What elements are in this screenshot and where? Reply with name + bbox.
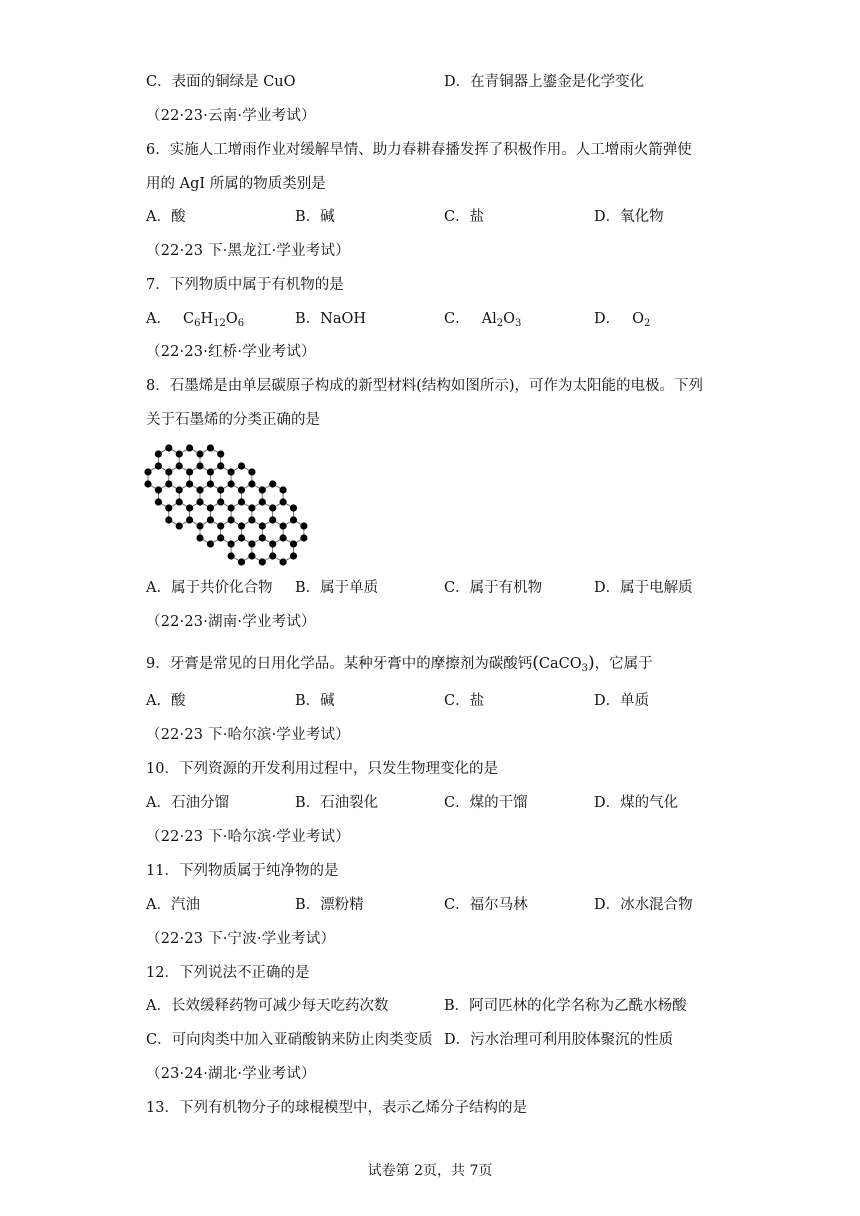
q5-option-c: C．表面的铜绿是 CuO — [146, 74, 296, 90]
carbon-atom — [300, 522, 307, 529]
carbon-atom — [165, 480, 172, 487]
q6-stem-line2: 用的 AgI 所属的物质类别是 — [146, 176, 326, 192]
q10-option-d: D．煤的气化 — [594, 795, 679, 811]
q11-source: （22·23 下·哈尔滨·学业考试） — [146, 829, 350, 845]
carbon-atom — [269, 504, 276, 511]
carbon-atom — [280, 522, 287, 529]
carbon-atom — [259, 558, 266, 565]
q10-option-c: C．煤的干馏 — [444, 795, 528, 811]
q7-option-d: D． $O_2$ — [594, 311, 651, 329]
carbon-atom — [196, 450, 203, 457]
q12-option-a: A．长效缓释药物可减少每天吃药次数 — [146, 998, 389, 1014]
carbon-atom — [155, 462, 162, 469]
carbon-atom — [217, 462, 224, 469]
carbon-atom — [238, 558, 245, 565]
graphene-bonds — [148, 448, 304, 562]
carbon-atom — [269, 552, 276, 559]
q7-option-a: A． $C_6H_{12}O_6$ — [146, 311, 245, 329]
carbon-atom — [228, 552, 235, 559]
carbon-atom — [207, 444, 214, 451]
carbon-atom — [176, 450, 183, 457]
carbon-atom — [186, 516, 193, 523]
carbon-atom — [238, 486, 245, 493]
carbon-atom — [238, 462, 245, 469]
q6-stem-line1: 6．实施人工增雨作业对缓解旱情、助力春耕春播发挥了积极作用。人工增雨火箭弹使 — [146, 142, 692, 158]
carbon-atom — [300, 534, 307, 541]
carbon-atom — [280, 486, 287, 493]
carbon-atom — [228, 504, 235, 511]
q8-stem-line1: 8．石墨烯是由单层碳原子构成的新型材料(结构如图所示)，可作为太阳能的电极。下列 — [146, 378, 704, 394]
q11-option-d: D．冰水混合物 — [594, 897, 693, 913]
carbon-atom — [165, 516, 172, 523]
carbon-atom — [207, 540, 214, 547]
q12-stem: 12．下列说法不正确的是 — [146, 965, 310, 981]
carbon-atom — [280, 534, 287, 541]
q9-option-d: D．单质 — [594, 693, 650, 709]
q13-stem: 13．下列有机物分子的球棍模型中，表示乙烯分子结构的是 — [146, 1100, 527, 1116]
carbon-atom — [290, 540, 297, 547]
carbon-atom — [248, 468, 255, 475]
alumina-formula: $Al_2O_3$ — [481, 311, 522, 329]
q11-option-b: B．漂粉精 — [295, 897, 364, 913]
carbon-atom — [186, 480, 193, 487]
carbon-atom — [165, 504, 172, 511]
q11-option-c: C．福尔马林 — [444, 897, 528, 913]
q9-stem: 9．牙膏是常见的日用化学品。某种牙膏中的摩擦剂为碳酸钙(CaCO$_3$)，它属于 — [146, 653, 653, 674]
carbon-atom — [238, 522, 245, 529]
carbon-atom — [280, 558, 287, 565]
carbon-atom — [217, 486, 224, 493]
carbon-atom — [259, 522, 266, 529]
carbon-atom — [186, 444, 193, 451]
carbon-atom — [248, 540, 255, 547]
carbon-atom — [217, 522, 224, 529]
q8-option-c: C．属于有机物 — [444, 580, 543, 596]
q6-source: （22·23·云南·学业考试） — [146, 108, 316, 124]
carbon-atom — [155, 486, 162, 493]
q8-option-d: D．属于电解质 — [594, 580, 693, 596]
carbon-atom — [290, 504, 297, 511]
q12-option-c: C．可向肉类中加入亚硝酸钠来防止肉类变质 — [146, 1032, 433, 1048]
q9-option-a: A．酸 — [146, 693, 186, 709]
carbon-atom — [238, 498, 245, 505]
carbon-atom — [248, 480, 255, 487]
q6-option-c: C．盐 — [444, 209, 485, 225]
q11-option-a: A．汽油 — [146, 897, 200, 913]
q7-source: （22·23 下·黑龙江·学业考试） — [146, 243, 350, 259]
carbon-atom — [248, 504, 255, 511]
carbon-atom — [228, 516, 235, 523]
oxygen-formula: $O_2$ — [632, 311, 651, 329]
q9-option-b: B．碱 — [295, 693, 335, 709]
carbon-atom — [144, 468, 151, 475]
carbon-atom — [196, 498, 203, 505]
carbon-atom — [207, 468, 214, 475]
q8-stem-line2: 关于石墨烯的分类正确的是 — [146, 412, 320, 428]
carbon-atom — [196, 486, 203, 493]
carbon-atom — [186, 468, 193, 475]
glucose-formula: $C_6H_{12}O_6$ — [182, 311, 245, 329]
carbon-atom — [269, 540, 276, 547]
carbon-atom — [228, 468, 235, 475]
carbon-atom — [280, 498, 287, 505]
carbon-atom — [196, 462, 203, 469]
carbon-atom — [207, 480, 214, 487]
carbon-atom — [165, 468, 172, 475]
carbon-atom — [186, 504, 193, 511]
carbon-atom — [290, 516, 297, 523]
carbon-atom — [207, 504, 214, 511]
carbon-atom — [165, 444, 172, 451]
q8-source: （22·23·红桥·学业考试） — [146, 344, 316, 360]
q7-option-b: B．NaOH — [295, 311, 367, 327]
carbon-atom — [259, 534, 266, 541]
carbon-atom — [228, 540, 235, 547]
carbon-atom — [176, 486, 183, 493]
carbon-atom — [248, 552, 255, 559]
carbon-atom — [217, 498, 224, 505]
q10-option-b: B．石油裂化 — [295, 795, 379, 811]
carbon-atom — [259, 498, 266, 505]
q10-source: （22·23 下·哈尔滨·学业考试） — [146, 727, 350, 743]
carbon-atom — [290, 552, 297, 559]
carbon-atom — [176, 462, 183, 469]
page-footer: 试卷第 2页，共 7页 — [367, 1163, 493, 1179]
q12-option-d: D．污水治理可利用胶体聚沉的性质 — [444, 1032, 674, 1048]
q6-option-b: B．碱 — [295, 209, 335, 225]
carbon-atom — [217, 534, 224, 541]
q9-option-c: C．盐 — [444, 693, 485, 709]
carbon-atom — [217, 450, 224, 457]
carbon-atom — [228, 480, 235, 487]
carbon-atom — [196, 522, 203, 529]
q11-stem: 11．下列物质属于纯净物的是 — [146, 863, 339, 879]
carbon-atom — [248, 516, 255, 523]
carbon-atom — [144, 480, 151, 487]
carbon-atom — [207, 516, 214, 523]
carbon-atom — [155, 498, 162, 505]
carbon-atom — [259, 486, 266, 493]
q8-option-b: B．属于单质 — [295, 580, 379, 596]
carbon-atom — [269, 516, 276, 523]
q6-option-d: D．氧化物 — [594, 209, 664, 225]
carbon-atom — [176, 522, 183, 529]
q7-option-c: C． $Al_2O_3$ — [444, 311, 522, 329]
carbon-atom — [238, 534, 245, 541]
q12-option-b: B．阿司匹林的化学名称为乙酰水杨酸 — [444, 998, 687, 1014]
q7-stem: 7．下列物质中属于有机物的是 — [146, 277, 344, 293]
graphene-structure-figure — [140, 436, 315, 576]
q6-option-a: A．酸 — [146, 209, 186, 225]
carbon-atom — [269, 480, 276, 487]
q8-option-a: A．属于共价化合物 — [146, 580, 273, 596]
carbon-atom — [196, 534, 203, 541]
q12-source: （22·23 下·宁波·学业考试） — [146, 931, 336, 947]
q9-source: （22·23·湖南·学业考试） — [146, 614, 316, 630]
carbon-atom — [176, 498, 183, 505]
q10-option-a: A．石油分馏 — [146, 795, 229, 811]
q13-source: （23·24·湖北·学业考试） — [146, 1066, 316, 1082]
q10-stem: 10．下列资源的开发利用过程中，只发生物理变化的是 — [146, 761, 498, 777]
q5-option-d: D．在青铜器上鎏金是化学变化 — [444, 74, 645, 90]
calcium-carbonate-formula: CaCO$_3$ — [538, 656, 588, 674]
carbon-atom — [155, 450, 162, 457]
